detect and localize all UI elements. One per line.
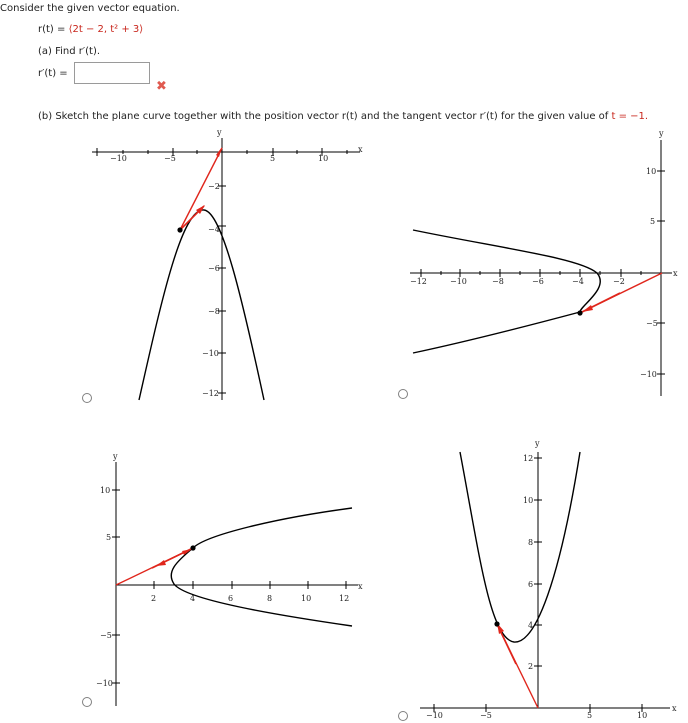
option-d-axes [420, 452, 670, 708]
y-axis-label: y [535, 439, 540, 448]
y-tick-label: −10 [640, 370, 657, 379]
x-tick-label: −8 [492, 277, 504, 286]
option-c-curve [171, 508, 352, 626]
x-tick-label: 2 [151, 594, 157, 603]
option-a-graph [92, 128, 362, 398]
y-tick-label: 5 [106, 533, 112, 542]
x-tick-label: 8 [267, 594, 273, 603]
option-d-curve [460, 452, 580, 642]
option-a-axes [92, 138, 360, 400]
y-tick-label: 6 [528, 580, 534, 589]
option-b-graph [410, 128, 680, 398]
x-mark-icon: ✖ [156, 79, 167, 94]
part-a-prompt: (a) Find r′(t). [38, 46, 101, 57]
option-c-axes [116, 462, 358, 706]
y-tick-label: 5 [650, 217, 656, 226]
x-axis-label: x [673, 269, 678, 278]
option-c-position-arrowhead [182, 549, 192, 555]
option-d-radio[interactable] [398, 711, 408, 721]
option-c-radio[interactable] [82, 697, 92, 707]
option-d-graph [420, 438, 680, 718]
option-c-point [190, 545, 195, 550]
y-tick-label: −12 [202, 389, 219, 398]
part-b-prompt [38, 111, 648, 122]
answer-label: r′(t) = [38, 68, 68, 79]
y-tick-label: −10 [202, 349, 219, 358]
x-tick-label: 10 [301, 594, 312, 603]
y-tick-label: 4 [528, 621, 534, 630]
option-a-curve [139, 210, 264, 400]
x-tick-label: −10 [450, 277, 467, 286]
x-axis-label: x [358, 582, 363, 591]
equation [38, 24, 143, 35]
intro-text: Consider the given vector equation. [0, 3, 180, 14]
part-b-t-value: t = −1. [611, 111, 649, 122]
option-b-radio[interactable] [398, 389, 408, 399]
x-tick-label: −6 [532, 277, 544, 286]
option-b-point [577, 310, 582, 315]
y-tick-label: −5 [100, 631, 112, 640]
y-axis-label: y [217, 128, 222, 137]
option-a-point [177, 227, 182, 232]
option-a-radio[interactable] [82, 393, 92, 403]
y-tick-label: 12 [523, 454, 534, 463]
y-tick-label: −2 [208, 182, 220, 191]
y-tick-label: 10 [523, 496, 534, 505]
equation-rhs: ⟨2t − 2, t² + 3⟩ [68, 24, 144, 35]
x-tick-label: −12 [410, 277, 427, 286]
x-axis-label: x [358, 145, 363, 154]
option-d-point [494, 621, 499, 626]
x-tick-label: −4 [572, 277, 584, 286]
y-tick-label: 8 [528, 538, 534, 547]
option-b-axes [410, 140, 672, 396]
x-tick-label: 6 [228, 594, 234, 603]
x-tick-label: −10 [426, 711, 443, 720]
x-tick-label: −5 [480, 711, 492, 720]
y-tick-label: −6 [208, 264, 220, 273]
x-axis-label: x [672, 704, 677, 713]
y-tick-label: 10 [100, 486, 111, 495]
option-c-graph [96, 450, 366, 710]
equation-lhs: r(t) = [38, 24, 69, 35]
y-tick-label: −5 [646, 319, 658, 328]
x-tick-label: −10 [110, 154, 127, 163]
x-tick-label: 4 [190, 594, 196, 603]
y-tick-label: 10 [646, 167, 657, 176]
y-tick-label: −10 [96, 679, 113, 688]
x-tick-label: 12 [339, 594, 350, 603]
part-b-prompt-text: (b) Sketch the plane curve together with the position vector r(t) and the tangent vector r′(t) for the given value of [38, 111, 612, 122]
x-tick-label: 10 [318, 154, 329, 163]
y-tick-label: 2 [528, 662, 534, 671]
x-tick-label: 10 [637, 711, 648, 720]
x-tick-label: −2 [613, 277, 625, 286]
option-c-tangent-arrowhead [156, 560, 166, 566]
y-axis-label: y [113, 452, 118, 461]
y-axis-label: y [659, 129, 664, 138]
y-tick-label: −8 [208, 307, 220, 316]
x-tick-label: 5 [587, 711, 593, 720]
option-b-curve [413, 230, 600, 353]
y-tick-label: −4 [208, 225, 220, 234]
answer-input[interactable] [74, 62, 150, 84]
x-tick-label: 5 [270, 154, 276, 163]
x-tick-label: −5 [164, 154, 176, 163]
